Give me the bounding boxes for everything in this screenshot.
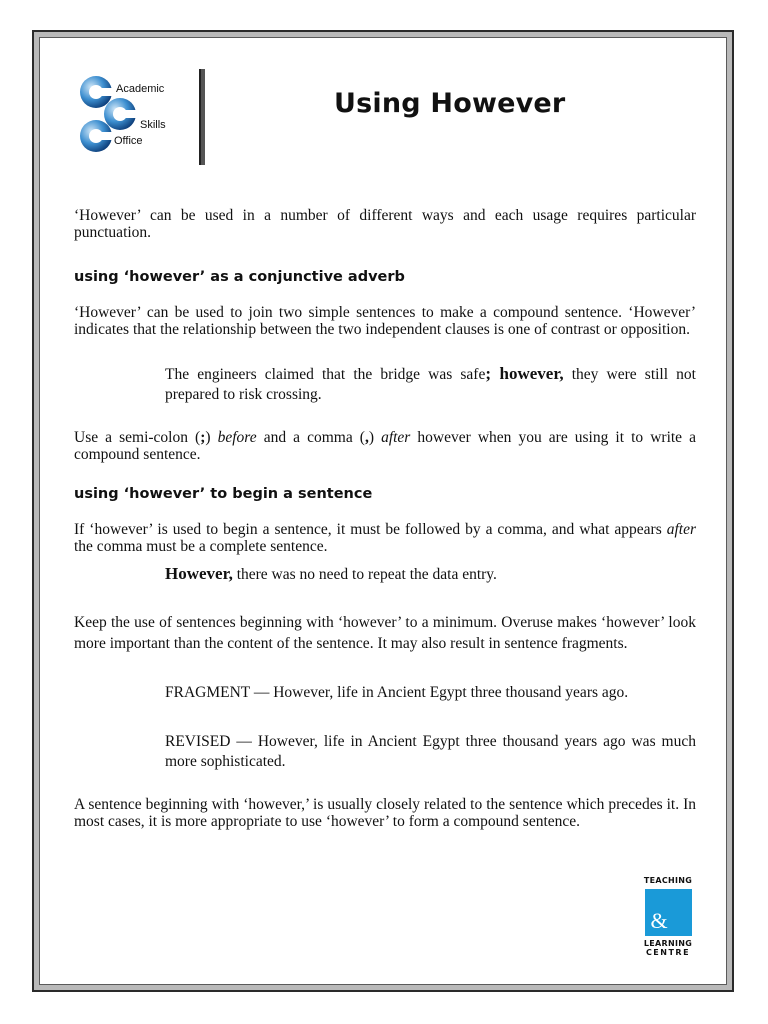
fragment-example: FRAGMENT — However, life in Ancient Egypt three thousand years ago.	[165, 684, 629, 701]
example-text-end: they were still not prepared to risk crossing.	[165, 366, 696, 403]
rule-semicolon: ;	[200, 429, 206, 446]
begin-sentence-paragraph	[74, 521, 696, 555]
tlc-text-learning: LEARNING	[643, 939, 693, 948]
intro-paragraph: ‘However’ can be used in a number of different ways and each usage requires particular punctuation.	[74, 207, 696, 241]
tlc-text-centre: CENTRE	[645, 948, 691, 957]
section-heading-begin-sentence: using ‘however’ to begin a sentence	[74, 486, 373, 502]
section-heading-conjunctive-adverb: using ‘however’ as a conjunctive adverb	[74, 269, 405, 285]
example2-text: there was no need to repeat the data entry.	[232, 566, 497, 583]
tlc-ampersand-box	[645, 889, 692, 936]
logo-text-skills: Skills	[140, 119, 166, 131]
page-frame	[32, 30, 734, 992]
logo-text-office: Office	[114, 135, 143, 147]
logo-divider	[199, 69, 205, 165]
logo-text-academic: Academic	[116, 83, 165, 95]
punctuation-rule-paragraph	[74, 429, 696, 463]
tlc-text-teaching: TEACHING	[643, 876, 693, 885]
example-text-start: The engineers claimed that the bridge was safe	[165, 366, 486, 383]
rule-text-3: and a comma (	[256, 429, 365, 446]
conjunctive-adverb-paragraph: ‘However’ can be used to join two simple sentences to make a compound sentence. ‘However’ indicates that the relationship between the two independent clauses is one of contrast or opposition.	[74, 304, 696, 338]
example2-however-bold: However,	[165, 564, 233, 583]
page-title: Using However	[334, 88, 566, 119]
teaching-learning-centre-logo	[640, 876, 696, 957]
rule-text-1: Use a semi-colon (	[74, 429, 201, 446]
rule-text-2: )	[205, 429, 218, 446]
closing-paragraph: A sentence beginning with ‘however,’ is usually closely related to the sentence which precedes it. In most cases, it is more appropriate to use ‘however’ to form a compound sentence.	[74, 796, 696, 830]
example-however-start	[165, 564, 696, 585]
rule-before-italic: before	[217, 429, 257, 446]
begin-after-italic: after	[666, 521, 696, 538]
page-sheet	[39, 37, 727, 985]
begin-text-2: the comma must be a complete sentence.	[74, 538, 328, 555]
rule-after-italic: after	[381, 429, 411, 446]
tlc-ampersand: &	[650, 908, 668, 933]
rule-text-5: however when you are using it to write a compound sentence.	[74, 429, 696, 463]
rule-text-4: )	[368, 429, 382, 446]
rule-comma: ,	[364, 429, 369, 446]
overuse-paragraph: Keep the use of sentences beginning with ‘however’ to a minimum. Overuse makes ‘however’ look more important than the content of the sentence. It may also result in sentence fragments.	[74, 614, 696, 652]
example-however-bold: ; however,	[485, 364, 564, 383]
academic-skills-office-logo	[78, 72, 198, 160]
revised-example: REVISED — However, life in Ancient Egypt three thousand years ago was much more sophisticated.	[165, 733, 696, 770]
example-compound-sentence	[165, 364, 696, 405]
begin-text-1: If ‘however’ is used to begin a sentence, it must be followed by a comma, and what appears	[74, 521, 667, 538]
